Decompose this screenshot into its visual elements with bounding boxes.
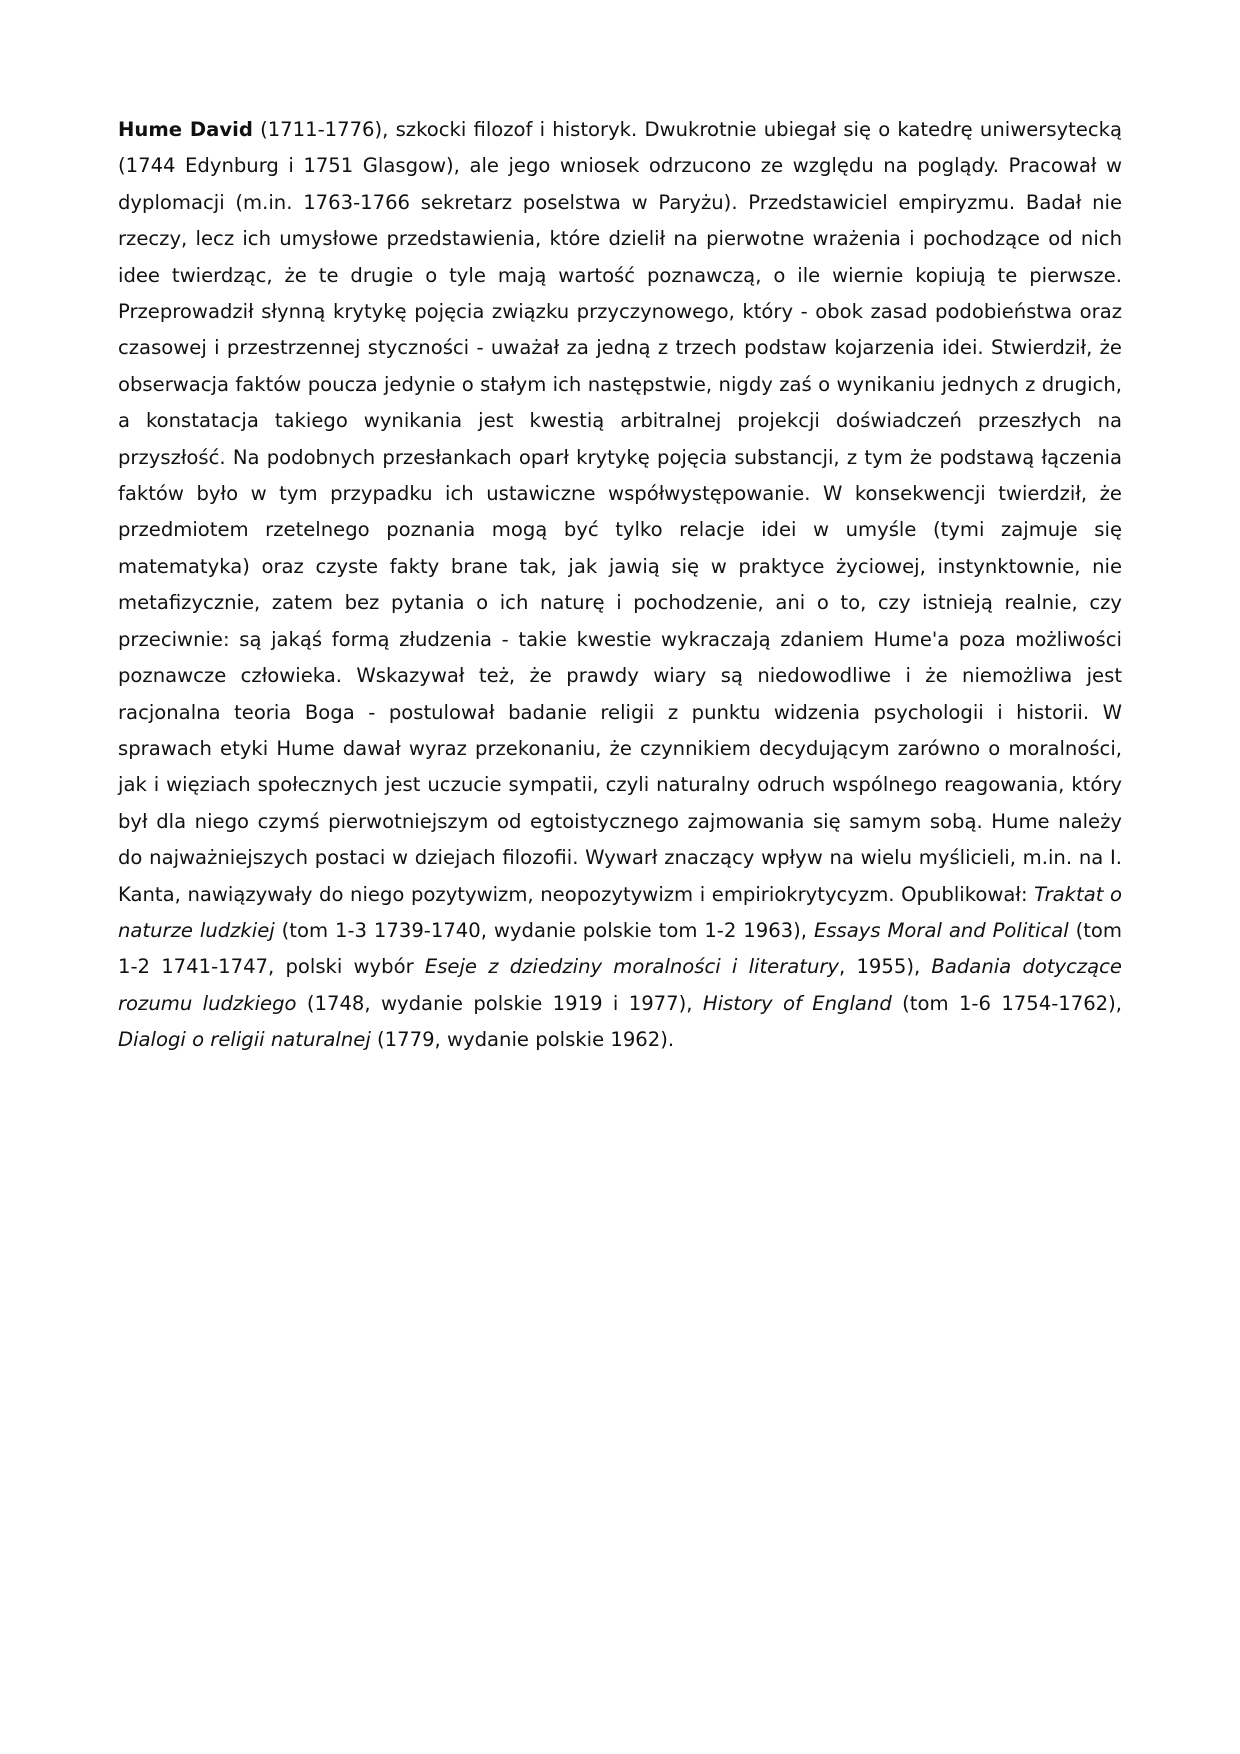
entry-title: Hume David [118, 118, 253, 141]
encyclopedia-entry [118, 112, 1122, 1059]
work-title: Badania dotyczące rozumu ludzkiego [118, 955, 1122, 1015]
work-title: Essays Moral and Political [813, 918, 1069, 942]
work-details: (tom 1-2 1741-1747, polski wybór [118, 918, 1122, 979]
entry-body: (1711-1776), szkocki filozof i historyk. Dwukrotnie ubiegał się o katedrę uniwersytecką (1744 Edynburg i 1751 Glasgow), ale jego wniosek odrzucono ze względu na poglądy. Pracował w dyplomacji (m.in. 1763-1766 sekretarz poselstwa w Paryżu). Przedstawiciel empiryzmu. Badał nie rzeczy, lecz ich umysłowe przedstawienia, które dzielił na pierwotne wrażenia i pochodzące od nich idee twierdząc, że te drugie o tyle mają wartość poznawczą, o ile wiernie kopiują te pierwsze. Przeprowadził słynną krytykę pojęcia związku przyczynowego, który - obok zasad podobieństwa oraz czasowej i przestrzennej styczności - uważał za jedną z trzech podstaw kojarzenia idei. Stwierdził, że obserwacja faktów poucza jedynie o stałym ich następstwie, nigdy zaś o wynikaniu jednych z drugich, a konstatacja takiego wynikania jest kwestią arbitralnej projekcji doświadczeń przeszłych na przyszłość. Na podobnych przesłankach oparł krytykę pojęcia substancji, z tym że podstawą łączenia faktów było w tym przypadku ich ustawiczne współwystępowanie. W konsekwencji twierdził, że przedmiotem rzetelnego poznania mogą być tylko relacje idei w umyśle (tymi zajmuje się matematyka) oraz czyste fakty brane tak, jak jawią się w praktyce życiowej, instynktownie, nie metafizycznie, zatem bez pytania o ich naturę i pochodzenie, ani o to, czy istnieją realnie, czy przeciwnie: są jakąś formą złudzenia - takie kwestie wykraczają zdaniem Hume'a poza możliwości poznawcze człowieka. Wskazywał też, że prawdy wiary są niedowodliwe i że niemożliwa jest racjonalna teoria Boga - postulował badanie religii z punktu widzenia psychologii i historii. W sprawach etyki Hume dawał wyraz przekonaniu, że czynnikiem decydującym zarówno o moralności, jak i więziach społecznych jest uczucie sympatii, czyli naturalny odruch wspólnego reagowania, który był dla niego czymś pierwotniejszym od egtoistycznego zajmowania się samym sobą. Hume należy do najważniejszych postaci w dziejach filozofii. Wywarł znaczący wpływ na wielu myślicieli, m.in. na I. Kanta, nawiązywały do niego pozytywizm, neopozytywizm i empiriokrytycyzm. Opublikował: [118, 118, 1123, 906]
work-title: History of England [702, 991, 892, 1015]
work-details: (tom 1-6 1754-1762), [891, 991, 1123, 1015]
work-details: , 1955), [839, 955, 932, 979]
work-details: (1748, wydanie polskie 1919 i 1977), [296, 991, 703, 1015]
work-details: (tom 1-3 1739-1740, wydanie polskie tom 1-2 1963), [274, 918, 814, 942]
work-title: Traktat o naturze ludzkiej [118, 882, 1122, 942]
work-details: (1779, wydanie polskie 1962). [370, 1028, 675, 1052]
work-title: Dialogi o religii naturalnej [118, 1028, 371, 1052]
work-title: Eseje z dziedziny moralności i literatury [424, 955, 840, 979]
